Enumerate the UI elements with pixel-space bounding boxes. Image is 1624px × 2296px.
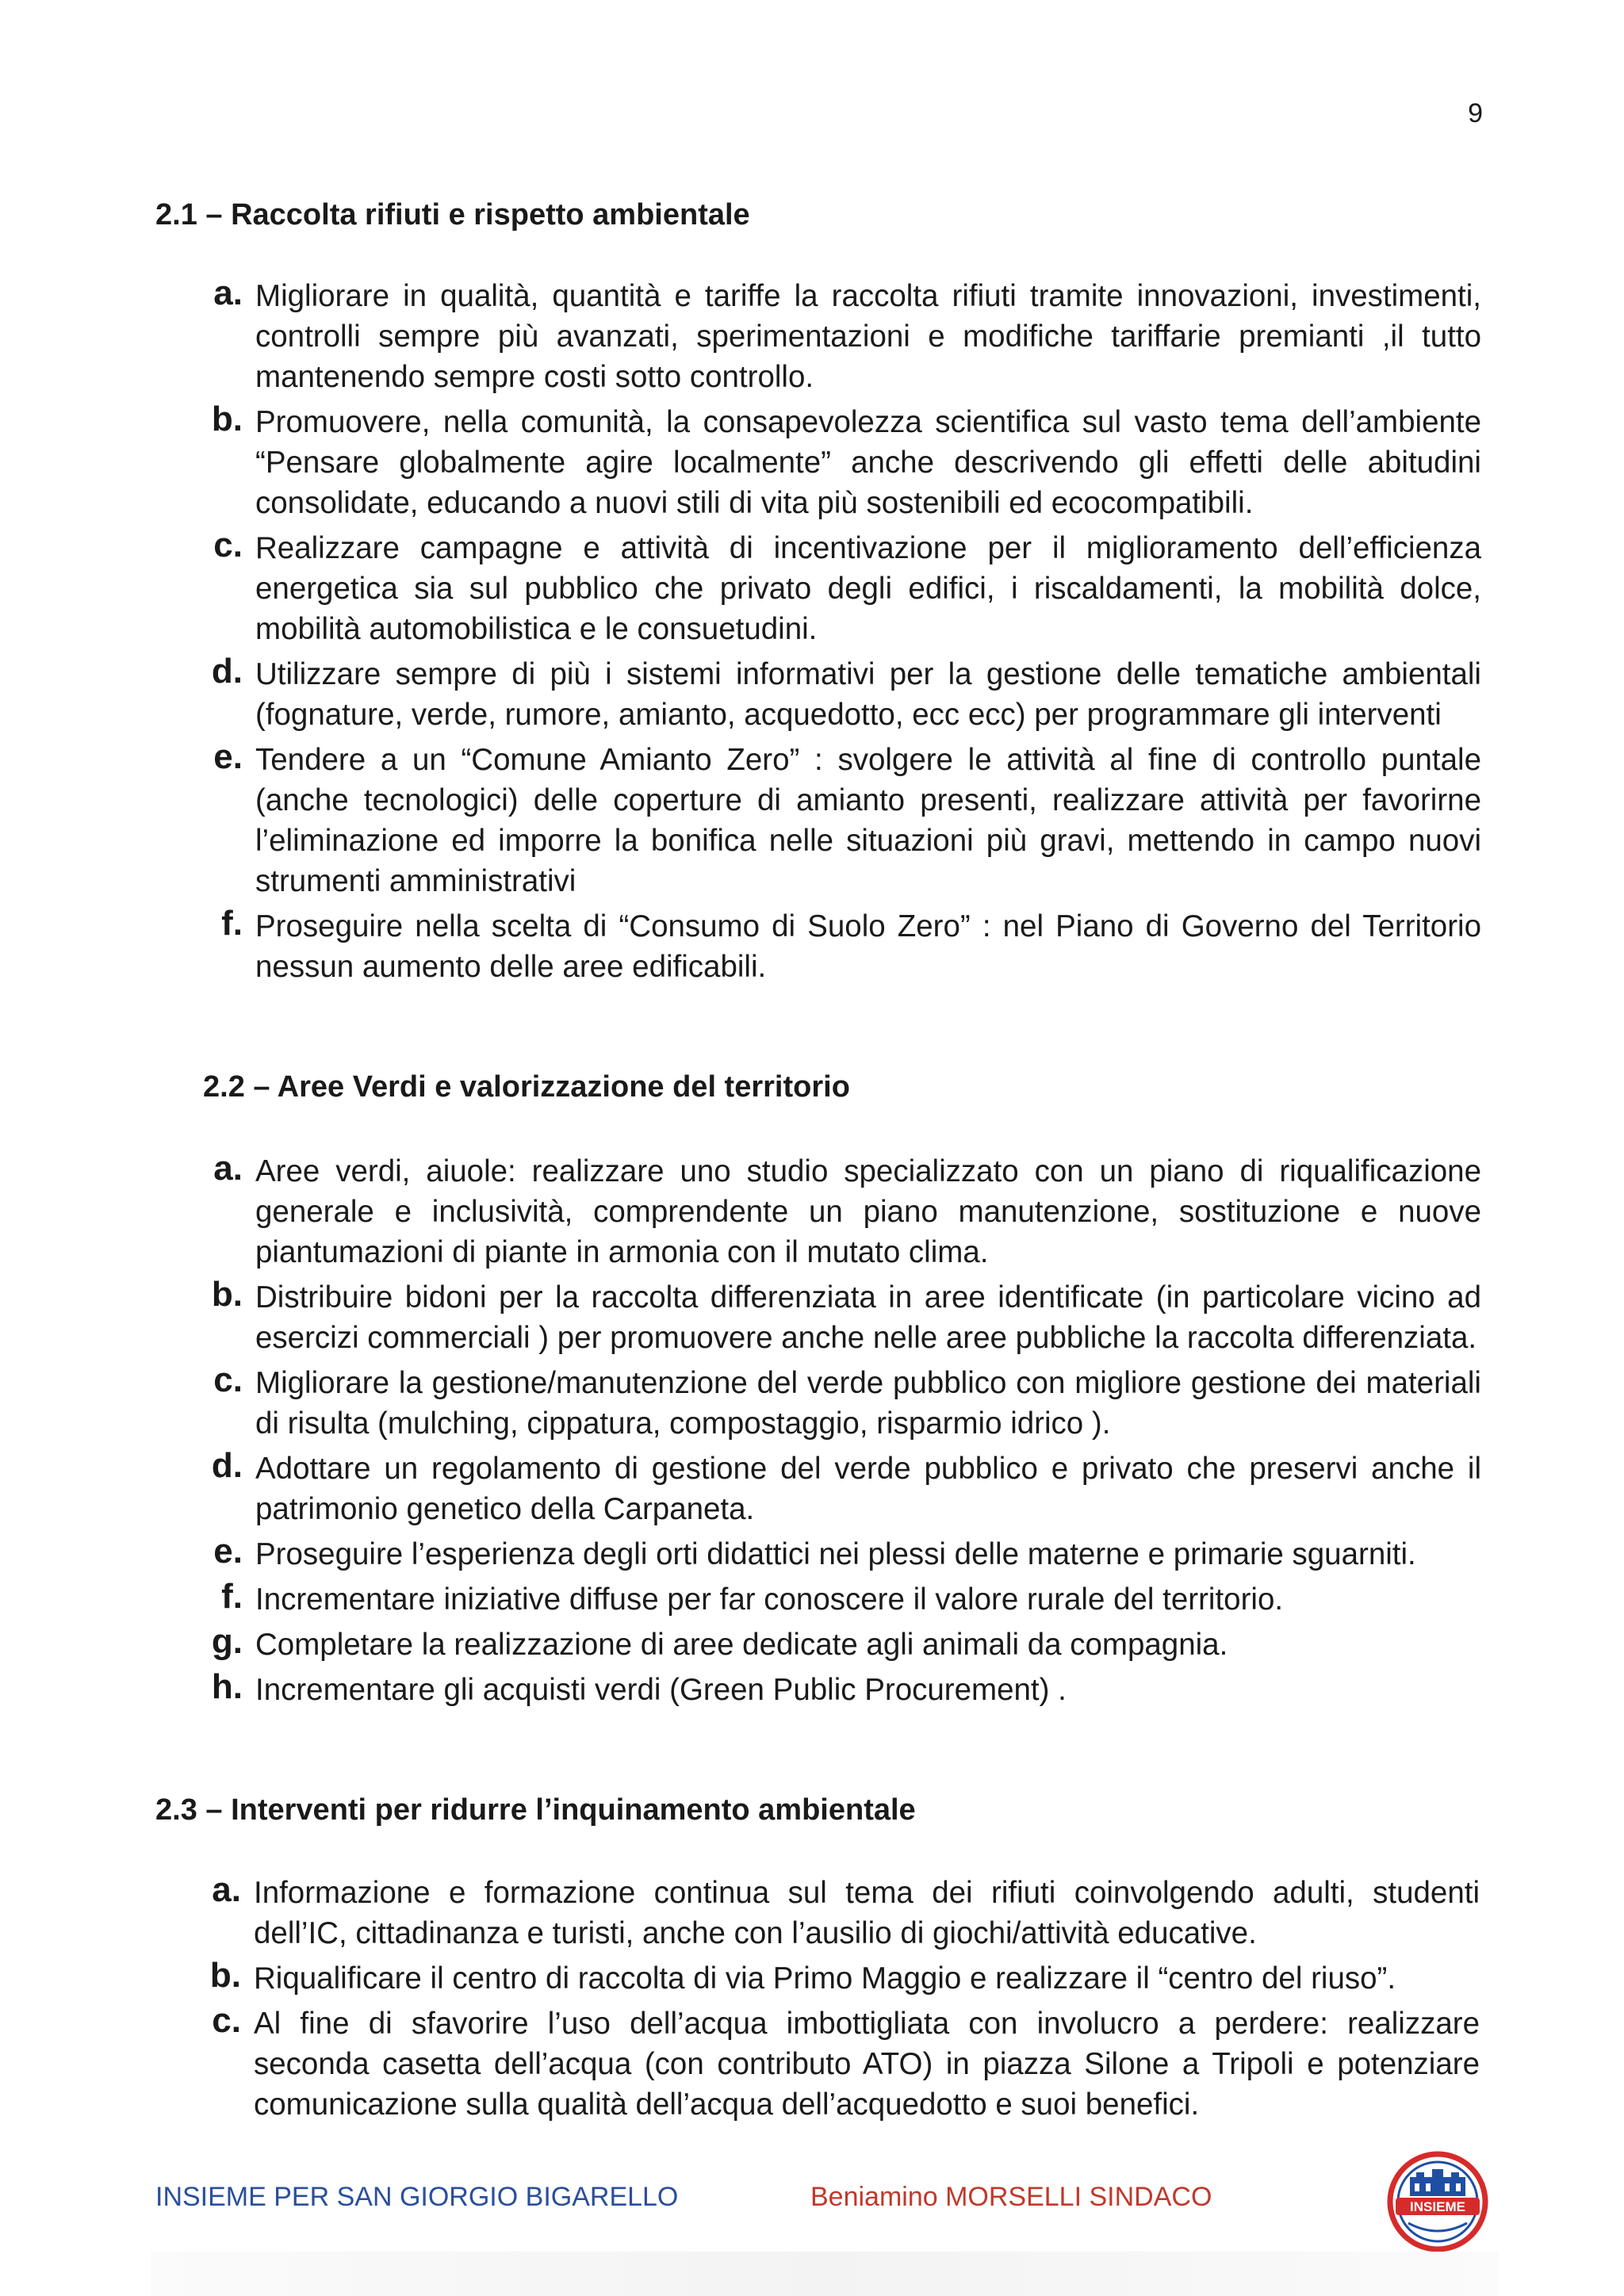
section-2-1-list [203,276,1481,992]
list-item [201,1870,1480,1954]
item-text: Informazione e formazione continua sul tema dei rifiuti coinvolgendo adulti, studenti dell’IC, cittadinanza e turisti, anche con l’ausilio di giochi/attività educative. [254,1876,1480,1950]
item-text: Incrementare gli acquisti verdi (Green Public Procurement) . [255,1673,1067,1707]
item-text: Al fine di sfavorire l’uso dell’acqua imbottigliata con involucro a perdere: realizzare seconda casetta dell’acqua (con contributo ATO) in piazza Silone a Tripoli e potenziare comunicazione sulla qualità dell’acqua dell’acquedotto e suoi benefici. [254,2007,1480,2122]
section-2-2-list [203,1151,1481,1715]
section-title-2-2: 2.2 – Aree Verdi e valorizzazione del territorio [203,1070,850,1104]
item-letter: g. [211,1622,243,1661]
list-item [201,1958,1480,1999]
list-item [203,737,1481,901]
town-logo-icon [1386,2150,1489,2253]
item-text: Proseguire nella scelta di “Consumo di Suolo Zero” : nel Piano di Governo del Territorio nessun aumento delle aree edificabili. [255,909,1481,984]
list-item [203,1277,1481,1358]
list-item [203,1360,1481,1444]
list-item [203,1448,1481,1529]
item-text: Tendere a un “Comune Amianto Zero” : svolgere le attività al fine di controllo puntale (anche tecnologici) delle coperture di amianto presenti, realizzare attività per favorirne l’eliminazione ed imporre la bonifica nelle situazioni più gravi, mettendo in campo nuovi strumenti amministrativi [255,743,1481,898]
section-title-2-3: 2.3 – Interventi per ridurre l’inquinamento ambientale [155,1793,916,1827]
section-2-3-list [201,1870,1480,2130]
list-item [203,1534,1481,1575]
item-letter: b. [209,1956,241,1995]
item-text: Riqualificare il centro di raccolta di via Primo Maggio e realizzare il “centro del riuso”. [254,1961,1396,1996]
item-letter: e. [213,737,243,776]
item-text: Proseguire l’esperienza degli orti didattici nei plessi delle materne e primarie sguarniti. [255,1537,1416,1571]
item-letter: b. [211,400,243,438]
list-item [203,276,1481,397]
item-text: Distribuire bidoni per la raccolta differenziata in aree identificate (in particolare vicino ad esercizi commerciali ) per promuovere anche nelle aree pubbliche la raccolta differenziata. [255,1280,1481,1355]
item-letter: a. [213,1149,243,1188]
section-title-2-1: 2.1 – Raccolta rifiuti e rispetto ambientale [155,198,750,232]
item-letter: h. [211,1667,243,1706]
item-text: Aree verdi, aiuole: realizzare uno studio specializzato con un piano di riqualificazione generale e inclusività, comprendente un piano manutenzione, sostituzione e nuove piantumazioni di piante in armonia con il mutato clima. [255,1154,1481,1269]
item-letter: c. [212,2001,241,2040]
list-item [203,906,1481,987]
item-letter: c. [213,1360,243,1399]
item-text: Migliorare la gestione/manutenzione del verde pubblico con migliore gestione dei materiali di risulta (mulching, cippatura, compostaggio, risparmio idrico ). [255,1366,1481,1441]
list-item [201,2003,1480,2125]
footer-candidate: Beniamino MORSELLI SINDACO [810,2182,1212,2212]
item-letter: d. [211,1446,243,1485]
list-item [203,1151,1481,1272]
item-text: Incrementare iniziative diffuse per far conoscere il valore rurale del territorio. [255,1582,1284,1617]
item-letter: e. [213,1532,243,1571]
list-item [203,1579,1481,1620]
item-letter: c. [213,526,243,564]
list-item [203,654,1481,735]
footer-organization: INSIEME PER SAN GIORGIO BIGARELLO [155,2182,679,2212]
list-item [203,1667,1481,1710]
footer-band [151,2252,1499,2296]
logo-text: INSIEME [1410,2199,1465,2214]
item-letter: b. [211,1275,243,1314]
list-item [203,528,1481,649]
list-item [203,402,1481,523]
item-letter: f. [221,1577,243,1616]
item-text: Migliorare in qualità, quantità e tariffe la raccolta rifiuti tramite innovazioni, investimenti, controlli sempre più avanzati, sperimentazioni e modifiche tariffarie premianti ,il tutto mantenendo sempre costi sotto controllo. [255,279,1481,394]
item-text: Realizzare campagne e attività di incentivazione per il miglioramento dell’efficienza energetica sia sul pubblico che privato degli edifici, i riscaldamenti, la mobilità dolce, mobilità automobilistica e le consuetudini. [255,531,1481,646]
list-item [203,1624,1481,1665]
item-letter: f. [221,904,243,943]
item-text: Promuovere, nella comunità, la consapevolezza scientifica sul vasto tema dell’ambiente “Pensare globalmente agire localmente” anche descrivendo gli effetti delle abitudini consolidate, educando a nuovi stili di vita più sostenibili ed ecocompatibili. [255,405,1481,520]
page-number: 9 [1468,98,1483,128]
item-letter: a. [212,1870,241,1909]
item-letter: a. [213,274,243,312]
item-letter: d. [211,652,243,691]
item-text: Adottare un regolamento di gestione del verde pubblico e privato che preservi anche il patrimonio genetico della Carpaneta. [255,1452,1481,1526]
item-text: Utilizzare sempre di più i sistemi informativi per la gestione delle tematiche ambientali (fognature, verde, rumore, amianto, acquedotto, ecc ecc) per programmare gli interventi [255,657,1481,732]
item-text: Completare la realizzazione di aree dedicate agli animali da compagnia. [255,1628,1228,1662]
